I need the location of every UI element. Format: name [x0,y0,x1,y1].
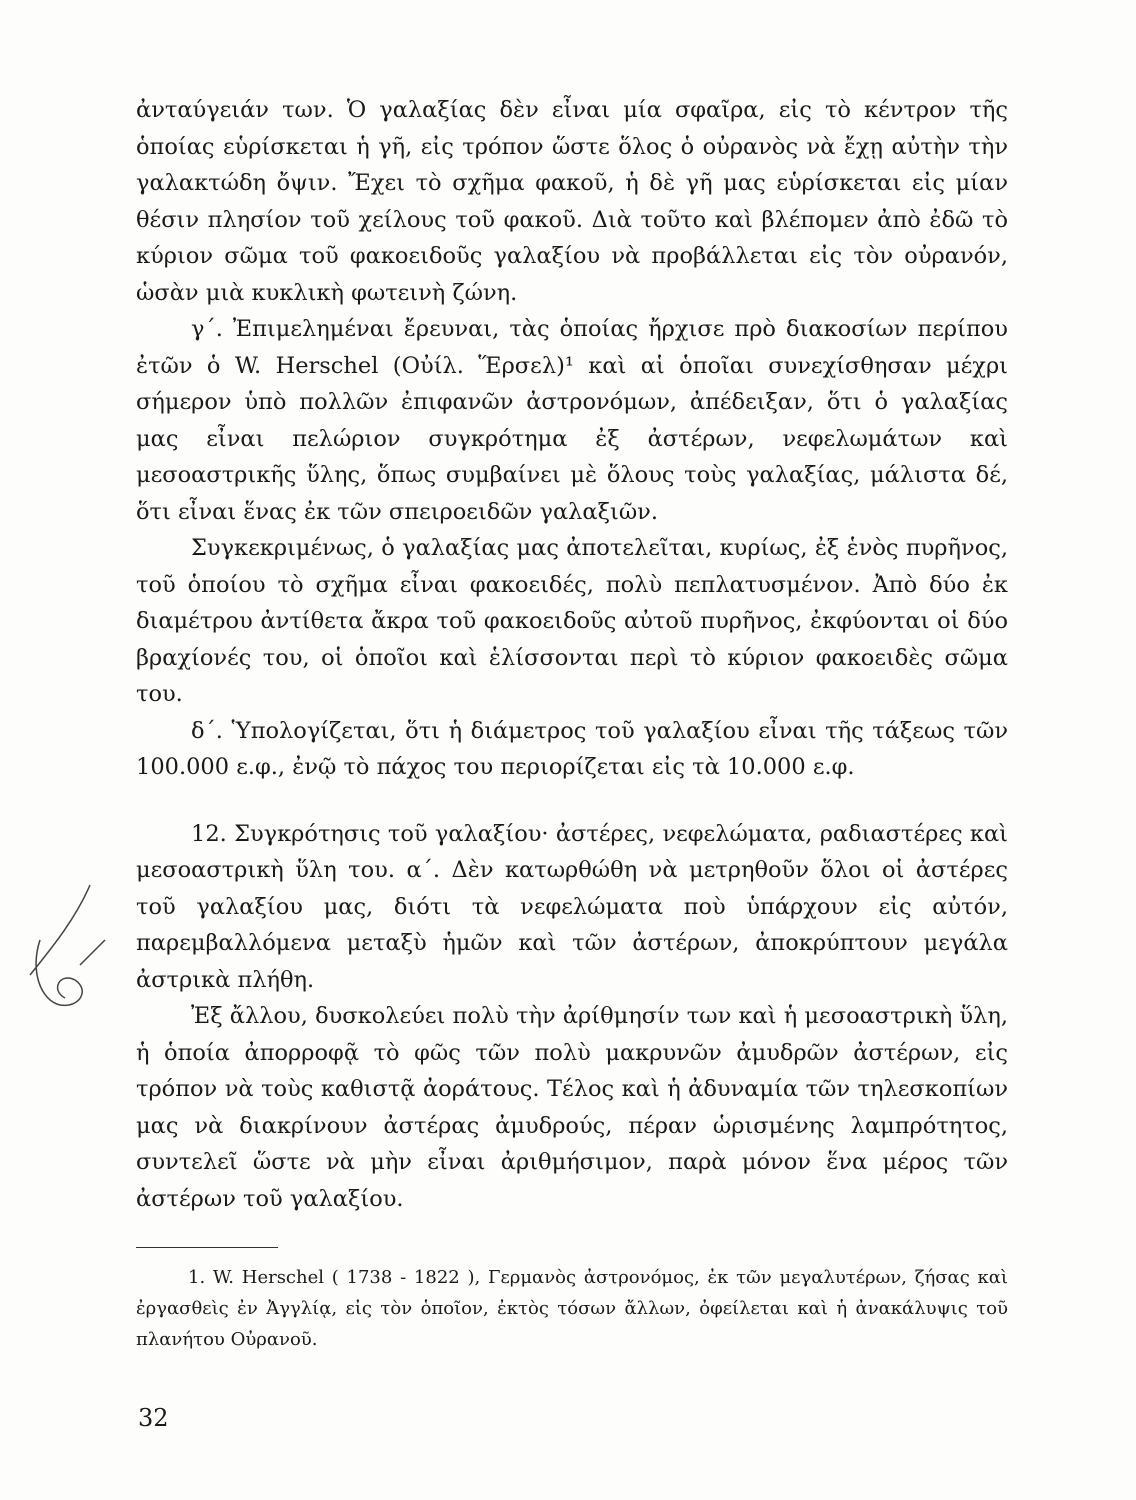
paragraph-4: δ΄. Ὑπολογίζεται, ὅτι ἡ διάμετρος τοῦ γαλαξίου εἶναι τῆς τάξεως τῶν 100.000 ε.φ., ἐνῷ τὸ πάχος του περιορίζεται εἰς τὰ 10.000 ε.φ. [136,717,1008,780]
page-body [136,92,1008,1355]
paragraph-6: Ἐξ ἄλλου, δυσκολεύει πολὺ τὴν ἀρίθμησίν των καὶ ἡ μεσοαστρικὴ ὕλη, ἡ ὁποία ἀπορροφᾷ τὸ φῶς τῶν πολὺ μακρυνῶν ἀμυδρῶν ἀστέρων, εἰς τρόπον νὰ τοὺς καθιστᾷ ἀοράτους. Τέλος καὶ ἡ ἀδυναμία τῶν τηλεσκοπίων μας νὰ διακρίνουν ἀστέρας ἀμυδρούς, πέραν ὡρισμένης λαμπρότητος, συντελεῖ ὥστε νὰ μὴν εἶναι ἀριθμήσιμον, παρὰ μόνον ἕνα μέρος τῶν ἀστέρων τοῦ γαλαξίου. [136,1003,1008,1212]
handwritten-margin-mark [20,880,110,1030]
footnote-rule [136,1247,278,1248]
section-12-paragraph: 12. Συγκρότησις τοῦ γαλαξίου· ἀστέρες, νεφελώματα, ραδιαστέρες καὶ μεσοαστρικὴ ὕλη του. α΄. Δὲν κατωρθώθη νὰ μετρηθοῦν ὅλοι οἱ ἀστέρες τοῦ γαλαξίου μας, διότι τὰ νεφελώματα ποὺ ὑπάρχουν εἰς αὐτόν, παρεμβαλλόμενα μεταξὺ ἡμῶν καὶ τῶν ἀστέρων, ἀποκρύπτουν μεγάλα ἀστρικὰ πλήθη. [136,820,1008,993]
page-number: 32 [138,1404,169,1432]
paragraph-3: Συγκεκριμένως, ὁ γαλαξίας μας ἀποτελεῖται, κυρίως, ἐξ ἑνὸς πυρῆνος, τοῦ ὁποίου τὸ σχῆμα εἶναι φακοειδές, πολὺ πεπλατυσμένον. Ἀπὸ δύο ἐκ διαμέτρου ἀντίθετα ἄκρα τοῦ φακοειδοῦς αὐτοῦ πυρῆνος, ἐκφύονται οἱ δύο βραχίονές του, οἱ ὁποῖοι καὶ ἑλίσσονται περὶ τὸ κύριον φακοειδὲς σῶμα του. [136,535,1008,707]
paragraph-1: ἀνταύγειάν των. Ὁ γαλαξίας δὲν εἶναι μία σφαῖρα, εἰς τὸ κέντρον τῆς ὁποίας εὑρίσκεται ἡ γῆ, εἰς τρόπον ὥστε ὅλος ὁ οὐρανὸς νὰ ἔχῃ αὐτὴν τὴν γαλακτώδη ὄψιν. Ἔχει τὸ σχῆμα φακοῦ, ἡ δὲ γῆ μας εὑρίσκεται εἰς μίαν θέσιν πλησίον τοῦ χείλους τοῦ φακοῦ. Διὰ τοῦτο καὶ βλέπομεν ἀπὸ ἐδῶ τὸ κύριον σῶμα τοῦ φακοειδοῦς γαλαξίου νὰ προβάλλεται εἰς τὸν οὐρανόν, ὡσὰν μιὰ κυκλικὴ φωτεινὴ ζώνη. [136,97,1008,306]
footnote: 1. W. Herschel ( 1738 - 1822 ), Γερμανὸς ἀστρονόμος, ἐκ τῶν μεγαλυτέρων, ζήσας καὶ ἐργασθεὶς ἐν Ἀγγλίᾳ, εἰς τὸν ὁποῖον, ἐκτὸς τόσων ἄλλων, ὀφείλεται καὶ ἡ ἀνακάλυψις τοῦ πλανήτου Οὐρανοῦ. [136,1267,1008,1350]
paragraph-2: γ΄. Ἐπιμελημέναι ἔρευναι, τὰς ὁποίας ἤρχισε πρὸ διακοσίων περίπου ἐτῶν ὁ W. Herschel (Οὐίλ. Ἕρσελ)¹ καὶ αἱ ὁποῖαι συνεχίσθησαν μέχρι σήμερον ὑπὸ πολλῶν ἐπιφανῶν ἀστρονόμων, ἀπέδειξαν, ὅτι ὁ γαλαξίας μας εἶναι πελώριον συγκρότημα ἐξ ἀστέρων, νεφελωμάτων καὶ μεσοαστρικῆς ὕλης, ὅπως συμβαίνει μὲ ὅλους τοὺς γαλαξίας, μάλιστα δέ, ὅτι εἶναι ἕνας ἐκ τῶν σπειροειδῶν γαλαξιῶν. [136,316,1008,525]
